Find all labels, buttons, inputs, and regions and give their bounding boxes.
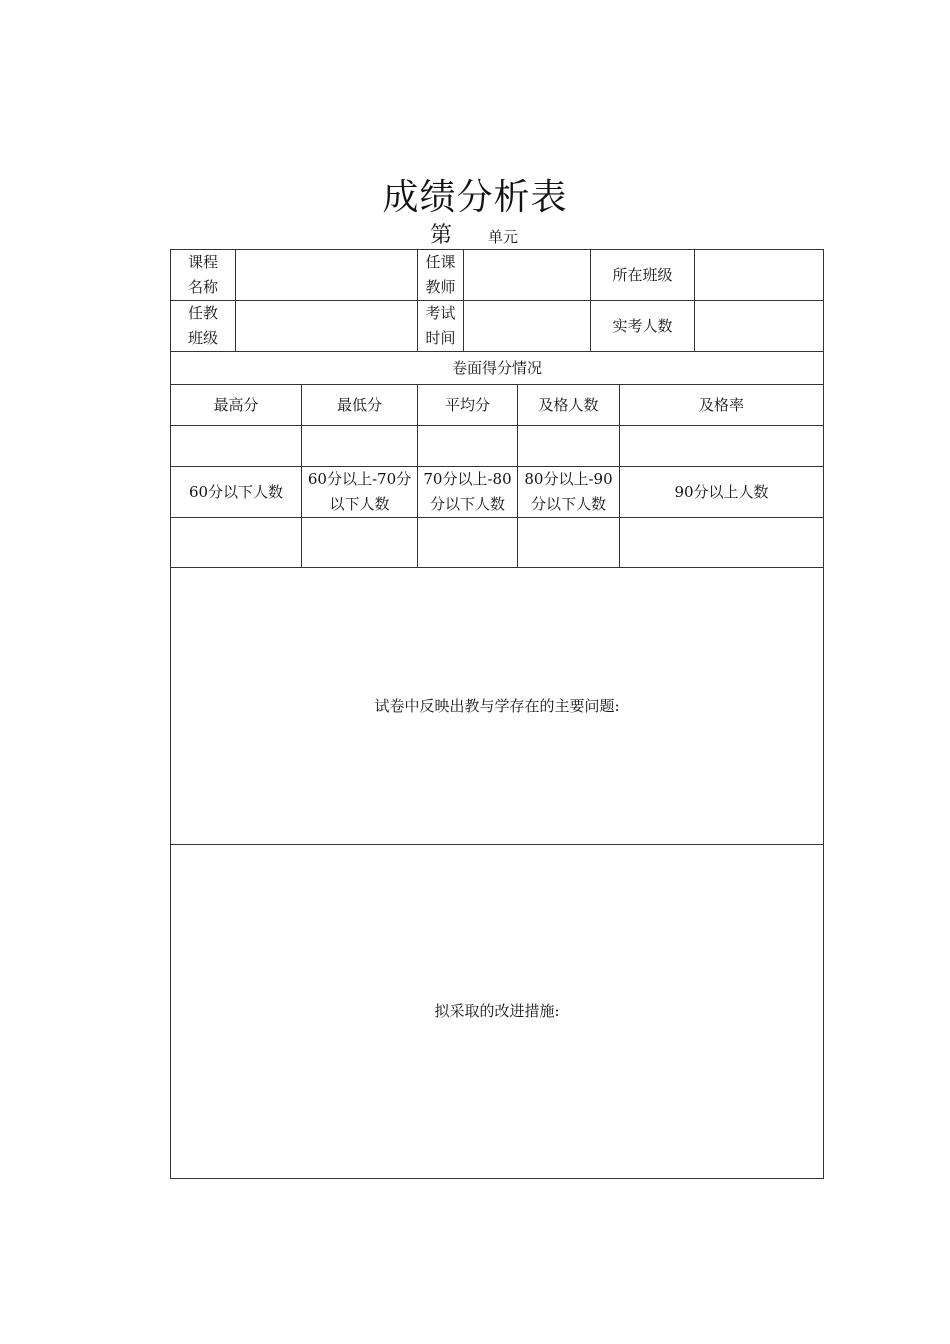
score-value-min[interactable]	[302, 426, 418, 467]
unit-line	[430, 222, 518, 251]
range-value-70-80[interactable]	[418, 518, 518, 568]
problems-label: 试卷中反映出教与学存在的主要问题:	[374, 696, 620, 715]
range-header-above-90: 90分以上人数	[620, 467, 824, 518]
measures-row	[171, 845, 824, 1179]
range-header-70-80: 70分以上-80分以下人数	[418, 467, 518, 518]
score-header-row	[171, 385, 824, 426]
course-name-value[interactable]	[236, 250, 418, 301]
score-value-row	[171, 426, 824, 467]
score-header-pass-count: 及格人数	[518, 385, 620, 426]
measures-field[interactable]	[171, 845, 824, 1179]
teaching-class-value[interactable]	[236, 301, 418, 352]
info-row-2	[171, 301, 824, 352]
class-value[interactable]	[695, 250, 824, 301]
range-value-above-90[interactable]	[620, 518, 824, 568]
range-value-60-70[interactable]	[302, 518, 418, 568]
score-header-min: 最低分	[302, 385, 418, 426]
score-situation-title: 卷面得分情况	[171, 352, 824, 385]
score-value-max[interactable]	[171, 426, 302, 467]
range-header-80-90: 80分以上-90分以下人数	[518, 467, 620, 518]
teacher-value[interactable]	[464, 250, 591, 301]
unit-prefix: 第	[430, 223, 453, 248]
range-header-60-70: 60分以上-70分以下人数	[302, 467, 418, 518]
page-title: 成绩分析表	[382, 177, 568, 218]
info-row-1	[171, 250, 824, 301]
exam-time-value[interactable]	[464, 301, 591, 352]
range-value-below-60[interactable]	[171, 518, 302, 568]
actual-count-label: 实考人数	[591, 301, 695, 352]
score-value-pass-count[interactable]	[518, 426, 620, 467]
problems-field[interactable]	[171, 568, 824, 845]
score-header-avg: 平均分	[418, 385, 518, 426]
teacher-label: 任课教师	[418, 250, 464, 301]
measures-label: 拟采取的改进措施:	[434, 1002, 560, 1020]
problems-row	[171, 568, 824, 845]
exam-time-label: 考试时间	[418, 301, 464, 352]
range-header-row	[171, 467, 824, 518]
range-value-80-90[interactable]	[518, 518, 620, 568]
range-value-row	[171, 518, 824, 568]
score-analysis-table	[170, 249, 824, 1179]
course-name-label: 课程名称	[171, 250, 236, 301]
section-row	[171, 352, 824, 385]
score-header-max: 最高分	[171, 385, 302, 426]
score-value-pass-rate[interactable]	[620, 426, 824, 467]
actual-count-value[interactable]	[695, 301, 824, 352]
class-label: 所在班级	[591, 250, 695, 301]
range-header-below-60: 60分以下人数	[171, 467, 302, 518]
score-value-avg[interactable]	[418, 426, 518, 467]
score-header-pass-rate: 及格率	[620, 385, 824, 426]
unit-suffix: 单元	[488, 228, 519, 246]
teaching-class-label: 任教班级	[171, 301, 236, 352]
